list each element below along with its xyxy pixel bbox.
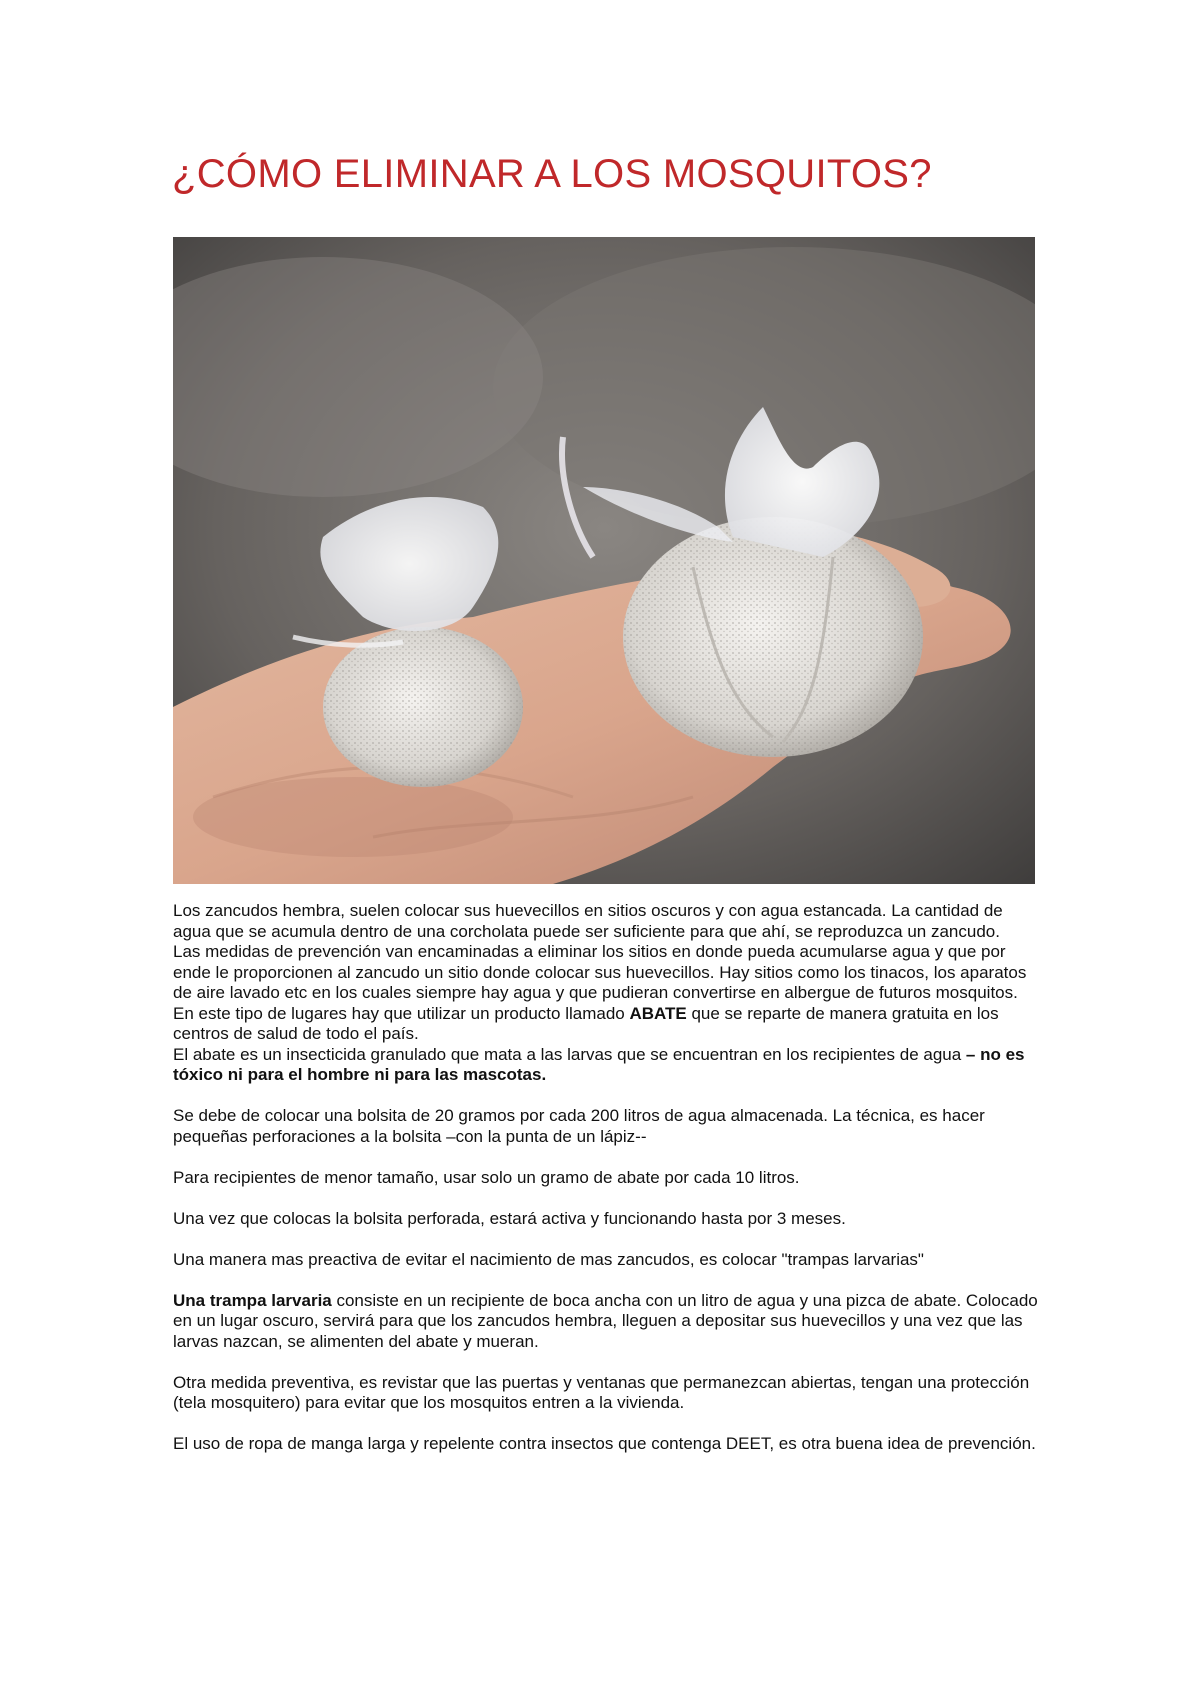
paragraph: Se debe de colocar una bolsita de 20 gramos por cada 200 litros de agua almacenada. La técnica, es hacer pequeñas perforaciones a la bolsita –con la punta de un lápiz-- <box>173 1106 985 1146</box>
product-name-bold: ABATE <box>629 1003 687 1023</box>
term-bold: Una trampa larvaria <box>173 1290 332 1310</box>
abate-pouches-photo <box>173 237 1035 884</box>
paragraph <box>173 1004 1041 1045</box>
spacer <box>173 1188 1041 1209</box>
paragraph-text: En este tipo de lugares hay que utilizar un producto llamado <box>173 1003 630 1023</box>
paragraph: Otra medida preventiva, es revistar que las puertas y ventanas que permanezcan abiertas, tengan una protección (tela mosquitero) para evitar que los mosquitos entren a la vivienda. <box>173 1372 1030 1412</box>
safety-note-bold: – no es tóxico ni para el hombre ni para las mascotas. <box>173 1044 1025 1084</box>
paragraph <box>173 1045 1041 1086</box>
spacer <box>173 1086 1041 1107</box>
paragraph: Una manera mas preactiva de evitar el nacimiento de mas zancudos, es colocar "trampas larvarias" <box>173 1249 924 1269</box>
spacer <box>173 1352 1041 1373</box>
paragraph <box>173 1291 1041 1353</box>
paragraph: Para recipientes de menor tamaño, usar solo un gramo de abate por cada 10 litros. <box>173 1167 800 1187</box>
spacer <box>173 1270 1041 1291</box>
spacer <box>173 1414 1041 1435</box>
paragraph: El uso de ropa de manga larga y repelente contra insectos que contenga DEET, es otra buena idea de prevención. <box>173 1434 1036 1453</box>
paragraph-text: consiste en un recipiente de boca ancha con un litro de agua y una pizca de abate. Colocado en un lugar oscuro, servirá para que los zancudos hembra, lleguen a depositar sus huevecillos y una vez que las larvas nazcan, se alimenten del abate y mueran. <box>173 1290 1038 1351</box>
paragraph-text: El abate es un insecticida granulado que mata a las larvas que se encuentran en los recipientes de agua <box>173 1044 966 1064</box>
paragraph: Una vez que colocas la bolsita perforada, estará activa y funcionando hasta por 3 meses. <box>173 1208 846 1228</box>
article-body <box>173 901 1041 1455</box>
page-title: ¿CÓMO ELIMINAR A LOS MOSQUITOS? <box>172 152 932 196</box>
paragraph-text: que se reparte de manera gratuita en los centros de salud de todo el país. <box>173 1003 999 1043</box>
spacer <box>173 1147 1041 1168</box>
spacer <box>173 1229 1041 1250</box>
paragraph: Las medidas de prevención van encaminadas a eliminar los sitios en donde pueda acumularse agua y que por ende le proporcionen al zancudo un sitio donde colocar sus huevecillos. Hay sitios como los tinacos, los aparatos de aire lavado etc en los cuales siempre hay agua y que pudieran convertirse en albergue de futuros mosquitos. <box>173 942 1027 1002</box>
paragraph: Los zancudos hembra, suelen colocar sus huevecillos en sitios oscuros y con agua estancada. La cantidad de agua que se acumula dentro de una corcholata puede ser suficiente para que ahí, se reproduzca un zancudo. <box>173 901 1003 941</box>
